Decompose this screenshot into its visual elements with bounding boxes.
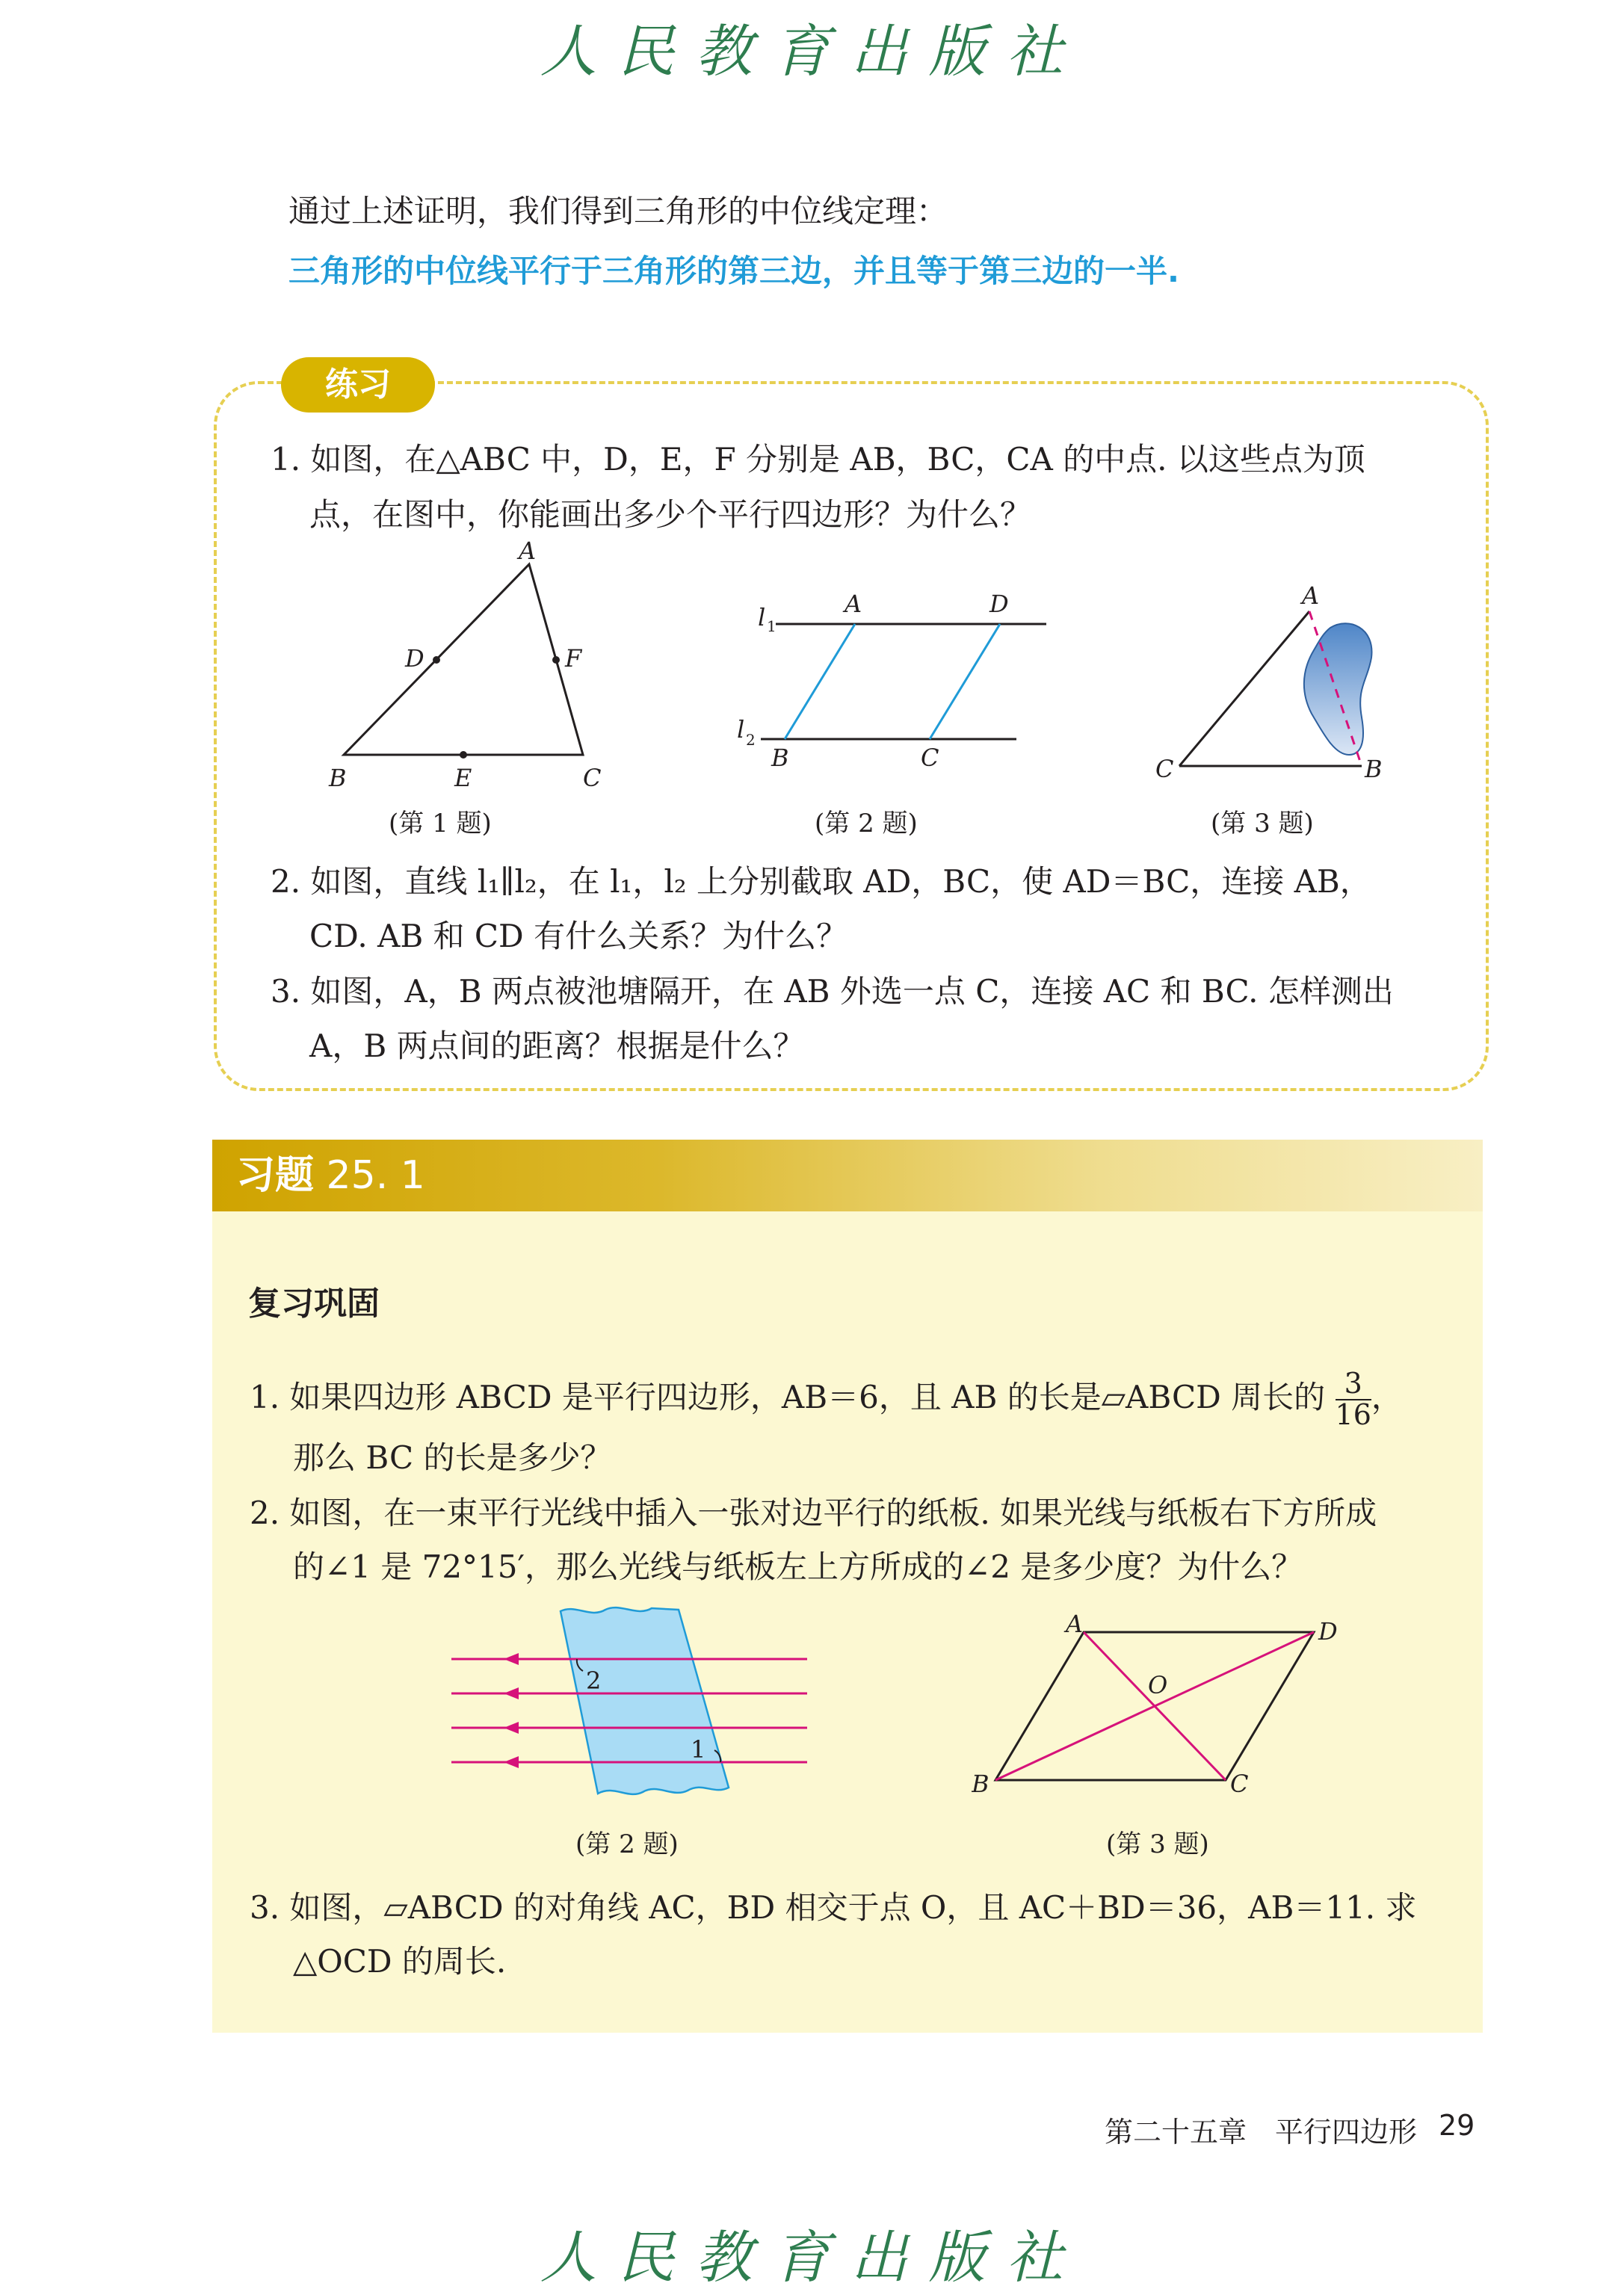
label-o: O [1148,1671,1168,1699]
paper-board [561,1607,729,1794]
exercise-figure-1-caption: (第 1 题) [389,809,492,838]
fraction-comma: ， [1371,1378,1403,1415]
arrow-3 [504,1722,519,1734]
homework-q3-line1: 3. 如图，▱ABCD 的对角线 AC，BD 相交于点 O，且 AC＋BD＝36，AB＝11. 求 [250,1889,1417,1926]
pond-shape [1304,623,1372,755]
homework-q1-line1 [250,1369,1403,1430]
homework-figure-3-caption: (第 3 题) [1106,1829,1209,1859]
label-b: B [972,1770,989,1798]
label-e: E [454,764,472,792]
homework-figure-3 [972,1607,1345,1816]
exercise-figure-2-caption: (第 2 题) [815,809,918,838]
midpoint-d [433,656,440,664]
publisher-logo-top: 人民教育出版社 [540,18,1084,84]
diagonal-bd [995,1632,1314,1780]
segment-ab [785,624,855,739]
label-l2-sub: 2 [746,731,756,749]
homework-title [236,1142,425,1209]
arrow-4 [504,1756,519,1768]
homework-q3-line2: △OCD 的周长. [293,1943,507,1980]
homework-q2-line1: 2. 如图，在一束平行光线中插入一张对边平行的纸板. 如果光线与纸板右下方所成 [250,1495,1377,1531]
homework-title-number: 25. 1 [326,1153,425,1198]
homework-figure-2 [441,1599,815,1816]
homework-q2-line2: 的∠1 是 72°15′，那么光线与纸板左上方所成的∠2 是多少度？为什么？ [293,1548,1303,1585]
intro-text: 通过上述证明，我们得到三角形的中位线定理： [288,193,948,229]
label-c: C [1155,755,1174,783]
side-ca [1179,611,1309,766]
label-a: A [1066,1610,1084,1638]
label-1: 1 [691,1735,706,1764]
exercise-q1-line1: 1. 如图，在△ABC 中，D，E，F 分别是 AB，BC，CA 的中点. 以这些点为顶 [271,441,1365,478]
label-l1-sub: 1 [767,617,777,635]
label-d: D [989,590,1009,618]
segment-dc [930,624,1000,739]
midpoint-f [552,656,560,664]
label-a: A [519,538,537,565]
exercise-q3-line1: 3. 如图，A，B 两点被池塘隔开，在 AB 外选一点 C，连接 AC 和 BC. 怎样测出 [271,973,1394,1010]
label-2: 2 [586,1667,602,1695]
label-l2: l [737,715,745,744]
midpoint-e [460,751,467,759]
exercise-q3-line2: A，B 两点间的距离？根据是什么？ [309,1028,805,1064]
label-b: B [329,764,347,792]
publisher-logo-bottom: 人民教育出版社 [540,2224,1084,2291]
exercise-q1-line2: 点，在图中，你能画出多少个平行四边形？为什么？ [309,496,1032,533]
label-d: D [1318,1617,1338,1646]
label-b: B [771,744,789,772]
label-l1: l [758,603,766,631]
label-c: C [1230,1770,1249,1798]
label-c: C [921,744,939,772]
exercise-figure-3-caption: (第 3 题) [1211,809,1314,838]
fraction-denominator: 16 [1335,1397,1371,1431]
homework-title-label: 习题 [236,1153,315,1198]
section-heading: 复习巩固 [248,1285,380,1323]
label-b: B [1365,755,1383,783]
exercise-tag: 练习 [281,357,435,413]
arrow-2 [504,1687,519,1699]
homework-figure-2-caption: (第 2 题) [575,1829,679,1859]
exercise-q2-line1: 2. 如图，直线 l₁∥l₂，在 l₁，l₂ 上分别截取 AD，BC，使 AD＝BC，连接 AB， [271,863,1371,900]
exercise-figure-2 [717,579,1061,781]
theorem-text: 三角形的中位线平行于三角形的第三边，并且等于第三边的一半. [288,253,1179,289]
label-a: A [1302,581,1320,610]
homework-q1-text: 1. 如果四边形 ABCD 是平行四边形，AB＝6，且 AB 的长是▱ABCD 周长的 [250,1378,1326,1415]
label-c: C [583,764,602,792]
exercise-q2-line2: CD. AB 和 CD 有什么关系？为什么？ [309,918,848,954]
homework-q1-line2: 那么 BC 的长是多少？ [293,1439,612,1476]
fraction-numerator: 3 [1336,1369,1371,1400]
label-a: A [845,590,862,618]
exercise-figure-1 [321,538,635,800]
chapter-title: 第二十五章 平行四边形 [1105,2116,1418,2149]
page-number: 29 [1439,2109,1475,2142]
label-f: F [565,644,582,673]
exercise-figure-3 [1143,575,1412,792]
triangle-abc [344,564,583,755]
arrow-1 [504,1653,519,1665]
label-d: D [405,644,424,673]
fraction [1336,1369,1371,1430]
